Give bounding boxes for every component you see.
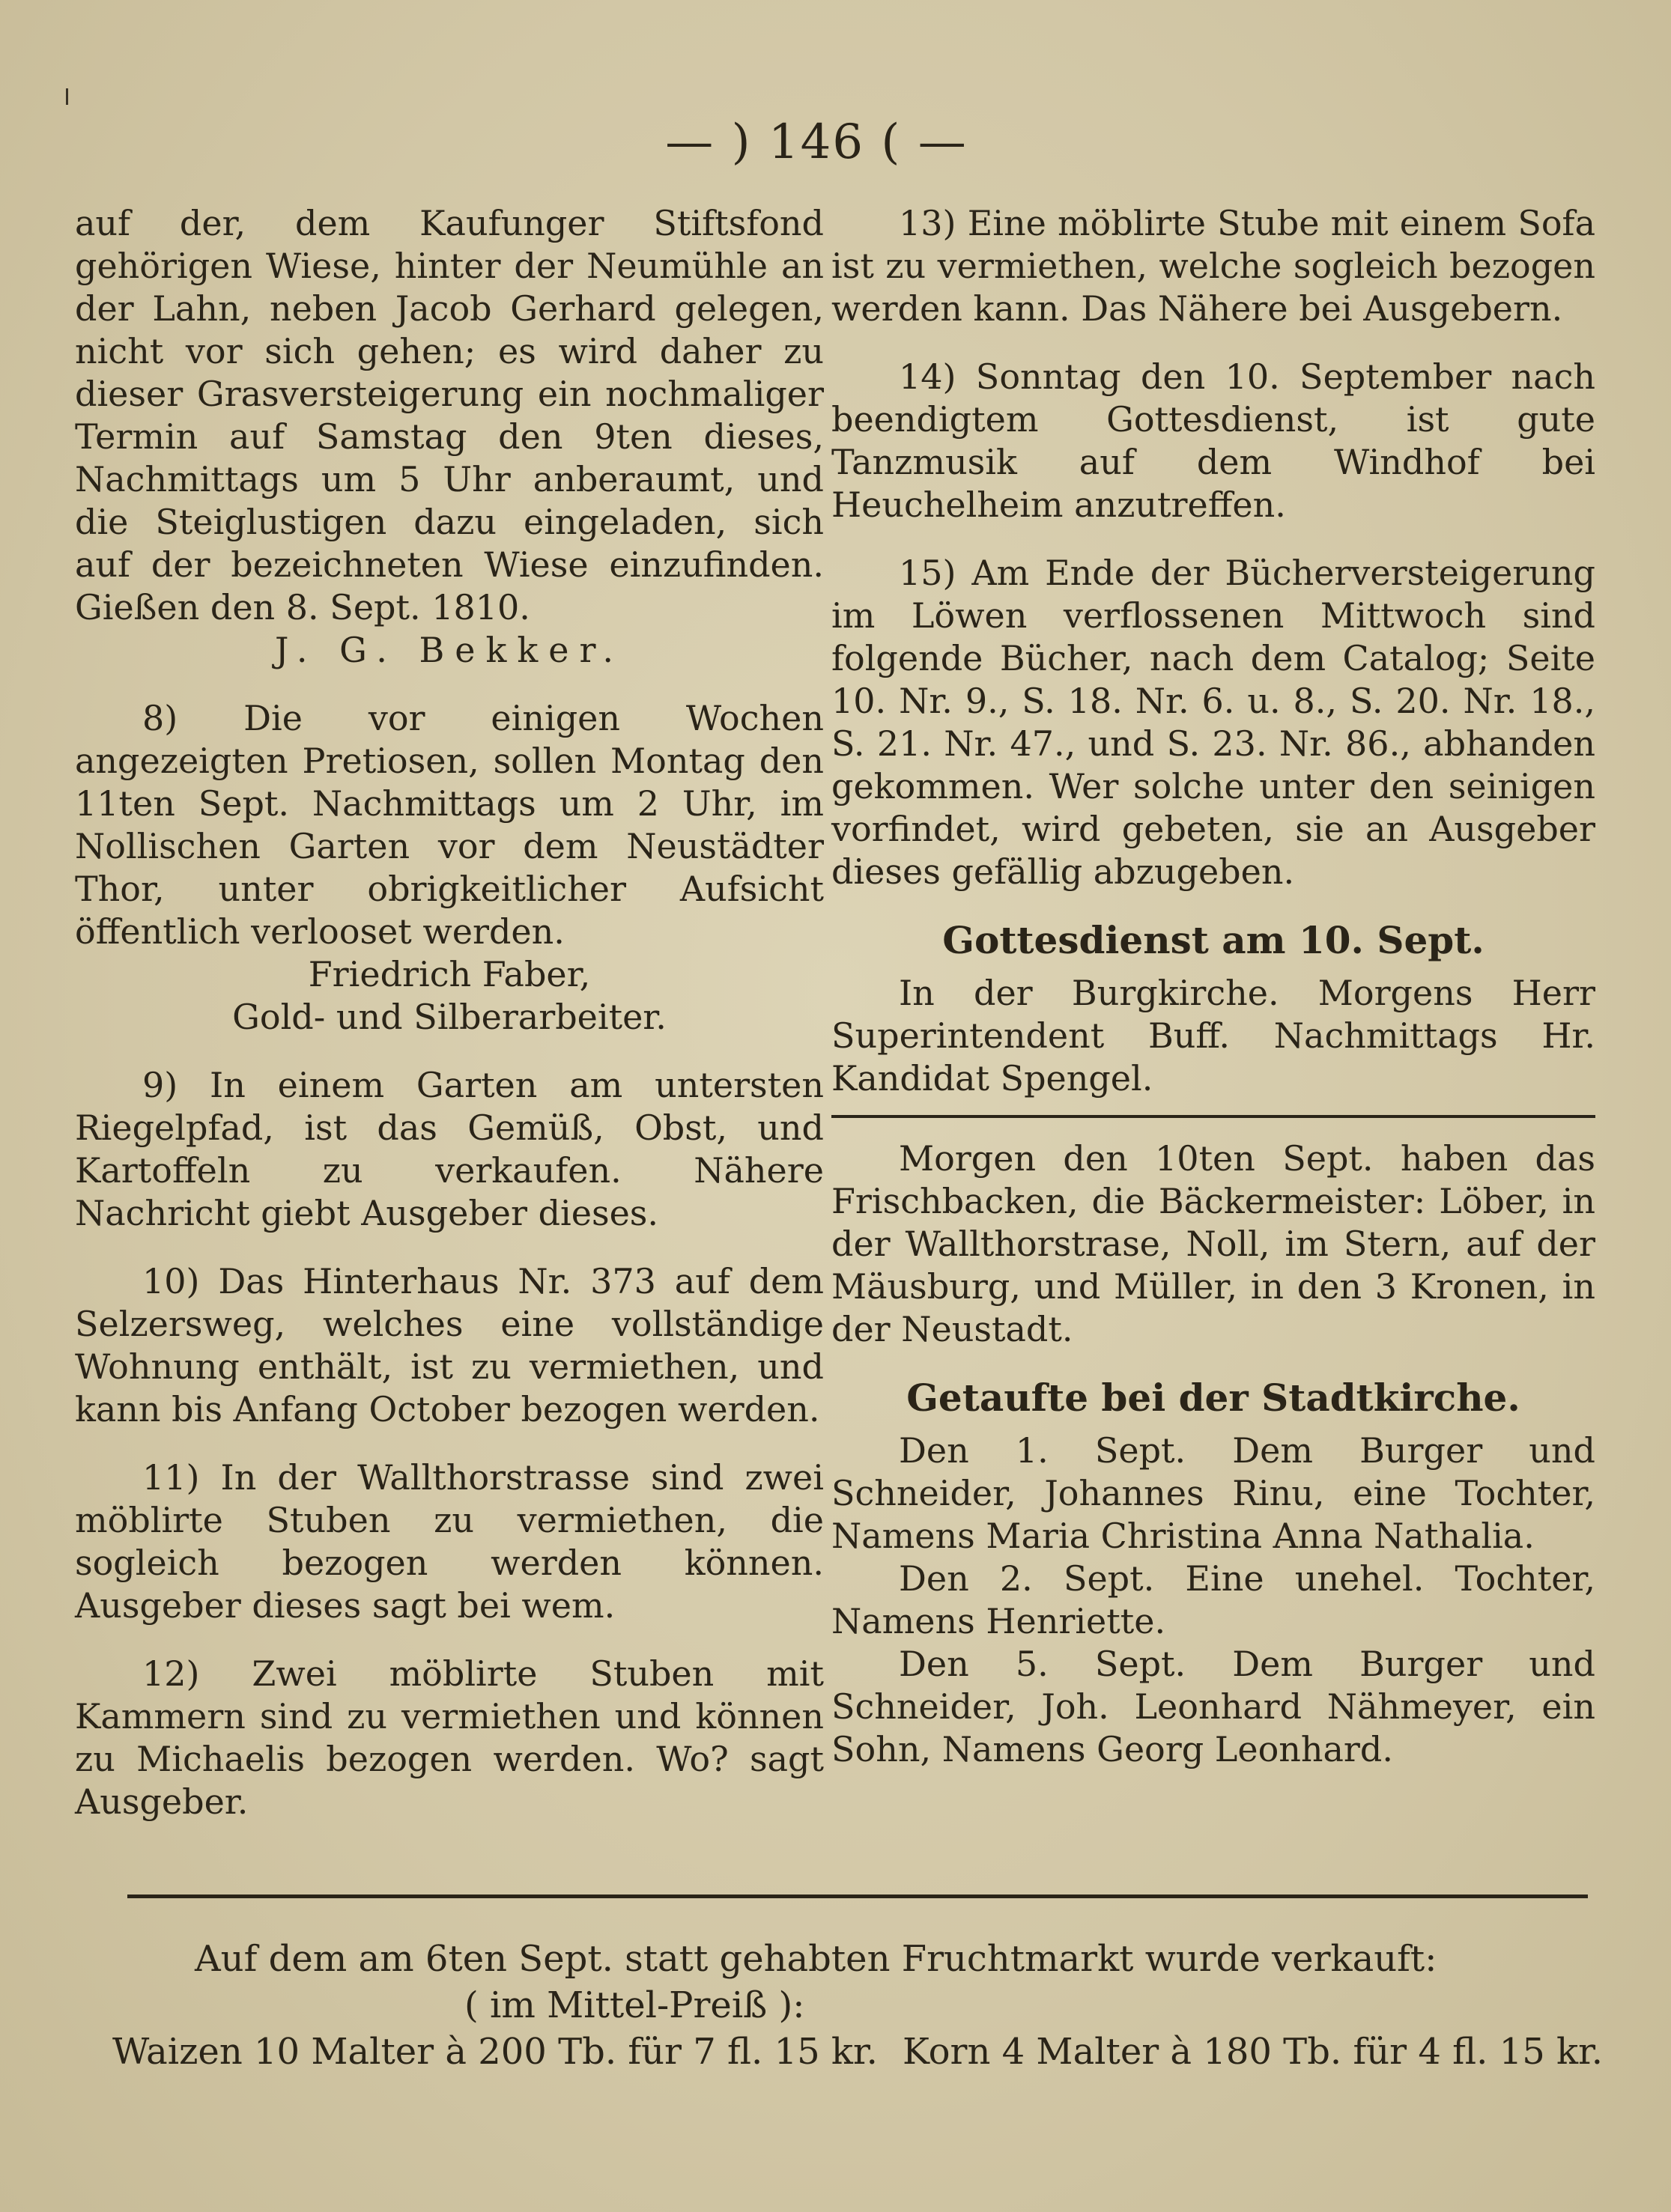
notice-11: 11) In der Wallthorstrasse sind zwei möblirte Stuben zu vermiethen, die sogleich bezogen werden können. Ausgeber dieses sagt bei wem. <box>75 1457 824 1626</box>
bottom-divider <box>127 1895 1588 1898</box>
notice-15: 15) Am Ende der Bücherversteigerung im Löwen verflossenen Mittwoch sind folgende Bücher, nach dem Catalog; Seite 10. Nr. 9., S. 18. Nr. 6. u. 8., S. 20. Nr. 18., S. 21. Nr. 47., und S. 23. Nr. 86., abhanden gekommen. Wer solche unter den seinigen vorfindet, wird gebeten, sie an Ausgeber dieses gefällig abzugeben. <box>831 553 1595 892</box>
baptism-entry-1: Den 1. Sept. Dem Burger und Schneider, Johannes Rinu, eine Tochter, Namens Maria Christina Anna Nathalia. <box>831 1430 1595 1556</box>
bakers-notice: Morgen den 10ten Sept. haben das Frischbacken, die Bäckermeister: Löber, in der Wallthorstrase, Noll, im Stern, auf der Mäusburg, und Müller, in den 3 Kronen, in der Neustadt. <box>831 1138 1595 1349</box>
page-number-header: — ) 146 ( — <box>665 115 968 170</box>
right-column <box>831 202 1595 1771</box>
baptism-entry-2: Den 2. Sept. Eine unehel. Tochter, Namens Henriette. <box>831 1558 1595 1641</box>
rye-price: Korn 4 Malter à 180 Tb. für 4 fl. 15 kr. <box>903 2031 1603 2073</box>
notice-8 <box>75 697 824 1039</box>
section-divider <box>831 1115 1595 1118</box>
left-column <box>75 202 824 1849</box>
notice-10: 10) Das Hinterhaus Nr. 373 auf dem Selzersweg, welches eine vollständige Wohnung enthält, ist zu vermiethen, und kann bis Anfang October bezogen werden. <box>75 1261 824 1429</box>
notice-12: 12) Zwei möblirte Stuben mit Kammern sind zu vermiethen und können zu Michaelis bezogen werden. Wo? sagt Ausgeber. <box>75 1653 824 1822</box>
notice-7-signature: J. G. Bekker. <box>274 630 625 670</box>
margin-mark <box>66 88 68 105</box>
church-service-text: In der Burgkirche. Morgens Herr Superintendent Buff. Nachmittags Hr. Kandidat Spengel. <box>831 973 1595 1099</box>
notice-7-text: auf der, dem Kaufunger Stiftsfond gehörigen Wiese, hinter der Neumühle an der Lahn, neben Jacob Gerhard gelegen, nicht vor sich gehen; es wird daher zu dieser Grasversteigerung ein nochmaliger Termin auf Samstag den 9ten dieses, Nachmittags um 5 Uhr anberaumt, und die Steiglustigen dazu eingeladen, sich auf der bezeichneten Wiese einzufinden. Gießen den 8. Sept. 1810. <box>75 203 824 628</box>
notice-7-continuation <box>75 202 824 672</box>
market-subheading: ( im Mittel-Preiß ): <box>464 1984 805 2026</box>
market-heading: Auf dem am 6ten Sept. statt gehabten Fruchtmarkt wurde verkauft: <box>195 1938 1437 1980</box>
notice-8-signature-name: Friedrich Faber, <box>308 954 591 994</box>
baptisms-heading: Getaufte bei der Stadtkirche. <box>906 1376 1520 1420</box>
wheat-price: Waizen 10 Malter à 200 Tb. für 7 fl. 15 kr. <box>112 2031 878 2073</box>
grain-market-report <box>112 1936 1603 2075</box>
notice-8-text: 8) Die vor einigen Wochen angezeigten Pretiosen, sollen Montag den 11ten Sept. Nachmittags um 2 Uhr, im Nollischen Garten vor dem Neustädter Thor, unter obrigkeitlicher Aufsicht öffentlich verlooset werden. <box>75 698 824 952</box>
baptism-entry-3: Den 5. Sept. Dem Burger und Schneider, Joh. Leonhard Nähmeyer, ein Sohn, Namens Georg Leonhard. <box>831 1644 1595 1769</box>
notice-14: 14) Sonntag den 10. September nach beendigtem Gottesdienst, ist gute Tanzmusik auf dem Windhof bei Heuchelheim anzutreffen. <box>831 356 1595 525</box>
notice-13: 13) Eine möblirte Stube mit einem Sofa ist zu vermiethen, welche sogleich bezogen werden kann. Das Nähere bei Ausgebern. <box>831 203 1595 329</box>
church-service-heading: Gottesdienst am 10. Sept. <box>942 918 1485 962</box>
notice-9: 9) In einem Garten am untersten Riegelpfad, ist das Gemüß, Obst, und Kartoffeln zu verkaufen. Nähere Nachricht giebt Ausgeber dieses. <box>75 1065 824 1233</box>
notice-8-signature-title: Gold- und Silberarbeiter. <box>232 997 667 1037</box>
market-prices <box>112 2029 1603 2075</box>
